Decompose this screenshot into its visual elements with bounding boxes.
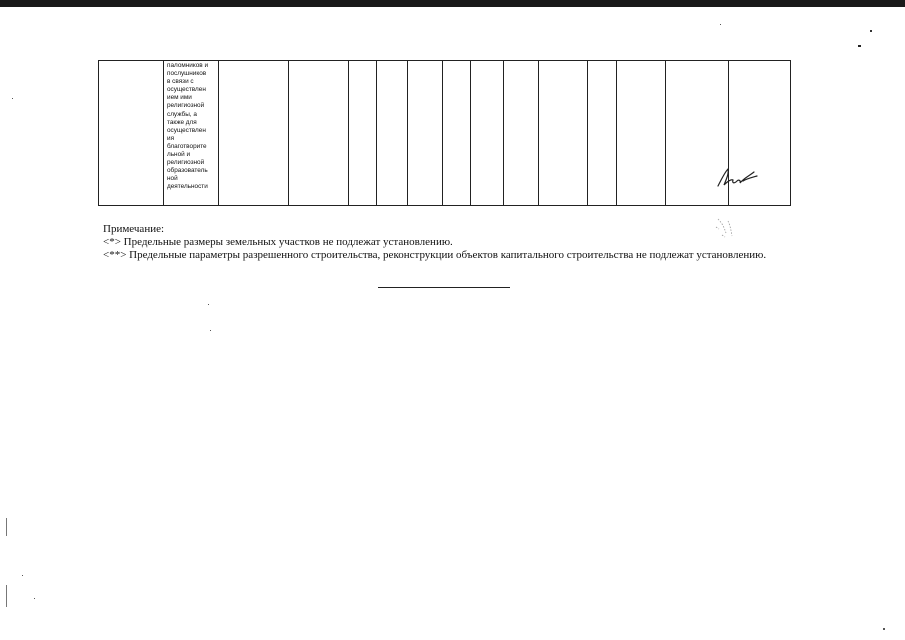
scan-speck: [720, 24, 721, 25]
scan-speck: [22, 575, 23, 576]
table-row: [99, 61, 791, 206]
note-title: Примечание:: [103, 223, 165, 235]
scan-speck: [210, 330, 211, 331]
table-cell-activity: [164, 61, 219, 206]
handwritten-signature: [716, 164, 760, 190]
table-cell: [443, 61, 471, 206]
scan-speck: [34, 598, 35, 599]
activity-description: паломников и послушников в связи с осуществлен ием ими религиозной службы, а также для осуществлен ия благотворите льной и религиозной образователь ной деятельности: [167, 62, 209, 191]
scan-speck: [858, 45, 861, 47]
table-cell: [588, 61, 617, 206]
note-construction-params: <**> Предельные параметры разрешенного строительства, реконструкции объектов капитального строительства не подлежат установлению.: [103, 249, 767, 261]
scan-speck: [870, 30, 872, 32]
table-cell: [617, 61, 666, 206]
scan-speck: [883, 628, 885, 630]
table-cell: [408, 61, 443, 206]
stamp-fragment: [712, 215, 738, 243]
table-cell: [349, 61, 377, 206]
scan-speck: [208, 304, 209, 305]
table-cell-zone: [99, 61, 164, 206]
scan-speck: [12, 98, 13, 99]
table-cell: [219, 61, 289, 206]
zoning-table: [98, 60, 791, 206]
footer-divider: [378, 287, 510, 288]
page-top-edge: [0, 0, 905, 7]
table-cell: [504, 61, 539, 206]
table-cell: [539, 61, 588, 206]
table-cell: [377, 61, 408, 206]
table-cell: [471, 61, 504, 206]
note-land-size: <*> Предельные размеры земельных участков не подлежат установлению.: [103, 236, 453, 248]
scan-edge-mark: [6, 518, 7, 536]
scan-edge-mark: [6, 585, 7, 607]
table-cell: [289, 61, 349, 206]
